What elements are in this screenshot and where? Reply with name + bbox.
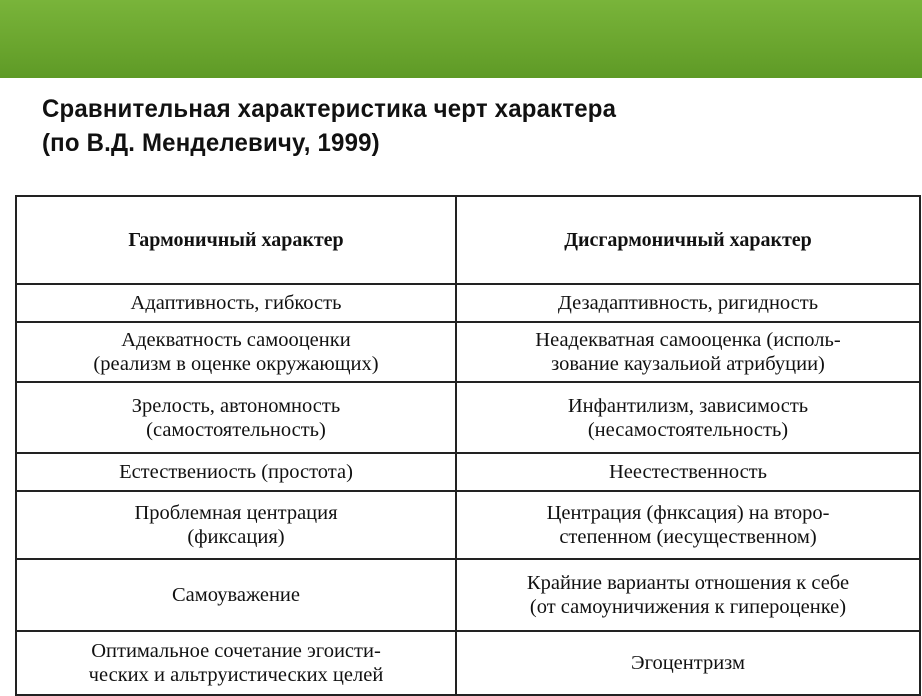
table-row xyxy=(16,559,920,631)
table-row xyxy=(16,631,920,695)
table-cell: Эгоцентризм xyxy=(456,631,920,695)
table-row xyxy=(16,453,920,491)
column-header-harmonious: Гармоничный характер xyxy=(16,196,456,284)
header-banner xyxy=(0,0,922,78)
table-cell: Неадекватная самооценка (исполь- зование каузальиой атрибуции) xyxy=(456,322,920,382)
table-row xyxy=(16,491,920,559)
table-cell: Проблемная центрация (фиксация) xyxy=(16,491,456,559)
title-line-1: Сравнительная характеристика черт характера xyxy=(42,95,617,123)
comparison-table xyxy=(15,195,921,696)
table-cell: Крайние варианты отношения к себе (от самоуничижения к гипероценке) xyxy=(456,559,920,631)
table-header-row xyxy=(16,196,920,284)
table-cell: Оптимальное сочетание эгоисти- ческих и альтруистических целей xyxy=(16,631,456,695)
table-row xyxy=(16,382,920,453)
table-cell: Центрация (фнксация) на второ- степенном (иесущественном) xyxy=(456,491,920,559)
table-cell: Инфантилизм, зависимость (несамостоятельность) xyxy=(456,382,920,453)
table-row xyxy=(16,284,920,322)
table-row xyxy=(16,322,920,382)
table-cell: Адекватность самооценки (реализм в оценке окружающих) xyxy=(16,322,456,382)
table-cell: Адаптивность, гибкость xyxy=(16,284,456,322)
title-line-2: (по В.Д. Менделевичу, 1999) xyxy=(42,129,380,157)
table-cell: Неестественность xyxy=(456,453,920,491)
table-cell: Самоуважение xyxy=(16,559,456,631)
column-header-disharmonious: Дисгармоничный характер xyxy=(456,196,920,284)
table-cell: Дезадаптивность, ригидность xyxy=(456,284,920,322)
table-cell: Зрелость, автономность (самостоятельность) xyxy=(16,382,456,453)
table-cell: Естествениость (простота) xyxy=(16,453,456,491)
page-title xyxy=(42,92,868,160)
